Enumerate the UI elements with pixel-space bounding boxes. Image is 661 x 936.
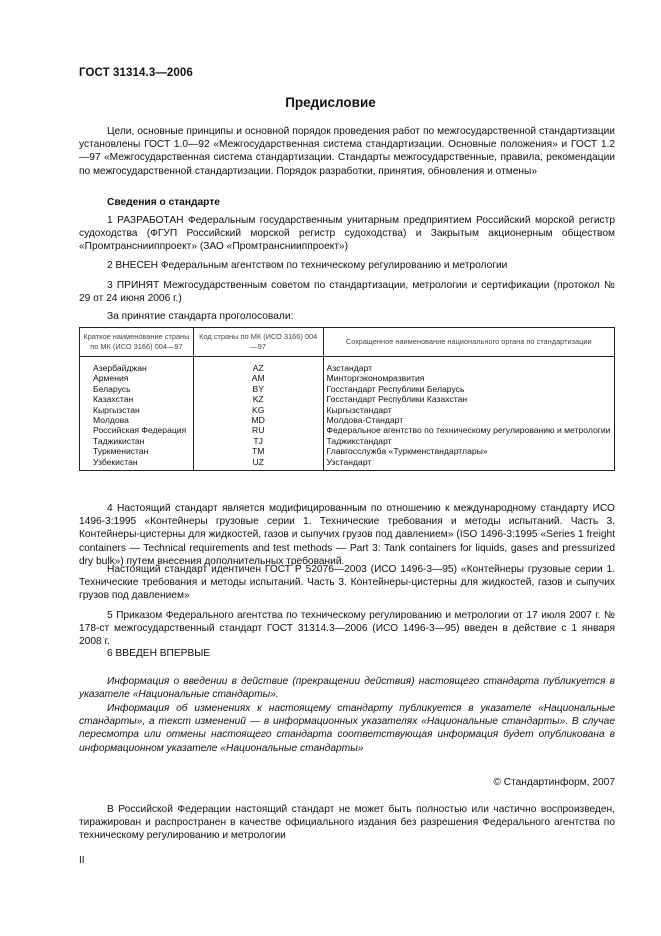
copyright-line: © Стандартинформ, 2007	[493, 777, 615, 788]
table-header-row	[80, 328, 615, 357]
standards-body-cell: Азстандарт	[323, 357, 614, 374]
notice-changes-info: Информация об изменениях к настоящему стандарту публикуется в указателе «Национальные стандарты», а текст изменений — в информационных указателях «Национальные стандарты». В случае пересмотра или отмены настоящего стандарта соответствующая информация будет опубликована в информационном указателе «Национальные стандарты»	[79, 703, 615, 754]
country-name-cell: Казахстан	[80, 394, 194, 404]
table-row	[80, 405, 615, 415]
country-code-cell: KZ	[193, 394, 323, 404]
vote-label: За принятие стандарта проголосовали:	[107, 311, 294, 322]
standards-body-cell: Таджикстандарт	[323, 436, 614, 446]
country-name-cell: Таджикистан	[80, 436, 194, 446]
country-code-cell: UZ	[193, 457, 323, 471]
page-number: II	[79, 855, 85, 866]
table-row	[80, 446, 615, 456]
country-name-cell: Молдова	[80, 415, 194, 425]
country-code-cell: KG	[193, 405, 323, 415]
country-name-cell: Азербайджан	[80, 357, 194, 374]
column-header-country: Краткое наименование страны по МК (ИСО 3166) 004—97	[80, 328, 194, 357]
standards-body-cell: Узстандарт	[323, 457, 614, 471]
standards-body-cell: Федеральное агентство по техническому регулированию и метрологии	[323, 425, 614, 435]
table-row	[80, 457, 615, 471]
page-title: Предисловие	[285, 95, 376, 110]
voting-countries-table	[79, 327, 615, 471]
country-code-cell: MD	[193, 415, 323, 425]
item-4-relation-to-iso: 4 Настоящий стандарт является модифицированным по отношению к международному стандарту ИСО 1496-3:1995 «Контейнеры грузовые серии 1. Технические требования и методы испытаний. Часть 3. Контейнеры-цистерны для жидкостей, газов и сыпучих грузов под давлением» (ISO 1496-3:1995 «Series 1 freight containers — Technical requirements and test methods — Part 3: Tank containers for liquids, gases and pressurized dry bulk») путем внесения дополнительных требований.	[79, 503, 615, 567]
table-row	[80, 425, 615, 435]
standards-body-cell: Госстандарт Республики Казахстан	[323, 394, 614, 404]
country-code-cell: AZ	[193, 357, 323, 374]
table-row	[80, 357, 615, 374]
standards-body-cell: Главгосслужба «Туркменстандартлары»	[323, 446, 614, 456]
column-header-code: Код страны по МК (ИСО 3166) 004—97	[193, 328, 323, 357]
standards-body-cell: Госстандарт Республики Беларусь	[323, 384, 614, 394]
country-name-cell: Туркменистан	[80, 446, 194, 456]
country-code-cell: TM	[193, 446, 323, 456]
country-code-cell: RU	[193, 425, 323, 435]
country-name-cell: Армения	[80, 373, 194, 383]
country-name-cell: Беларусь	[80, 384, 194, 394]
notice-enactment-info: Информация о введении в действие (прекращении действия) настоящего стандарта публикуется в указателе «Национальные стандарты».	[79, 676, 615, 701]
table-row	[80, 384, 615, 394]
country-code-cell: AM	[193, 373, 323, 383]
table-row	[80, 415, 615, 425]
item-4-identical-standard: Настоящий стандарт идентичен ГОСТ Р 52076—2003 (ИСО 1496-3—95) «Контейнеры грузовые серии 1. Технические требования и методы испытаний. Часть 3. Контейнеры-цистерны для жидкостей, газов и сыпучих грузов под давлением»	[79, 564, 615, 602]
standards-body-cell: Кыргызстандарт	[323, 405, 614, 415]
country-code-cell: TJ	[193, 436, 323, 446]
item-6-first-introduced: 6 ВВЕДЕН ВПЕРВЫЕ	[107, 648, 211, 659]
intro-paragraph: Цели, основные принципы и основной порядок проведения работ по межгосударственной стандартизации установлены ГОСТ 1.0—92 «Межгосударственная система стандартизации. Основные положения» и ГОСТ 1.2—97 «Межгосударственная система стандартизации. Стандарты межгосударственные, правила, рекомендации по межгосударственной стандартизации. Порядок разработки, принятия, обновления и отмены»	[79, 126, 615, 177]
country-name-cell: Российская Федерация	[80, 425, 194, 435]
country-code-cell: BY	[193, 384, 323, 394]
item-2-submitted: 2 ВНЕСЕН Федеральным агентством по техническому регулированию и метрологии	[107, 260, 508, 271]
item-5-enacted: 5 Приказом Федерального агентства по техническому регулированию и метрологии от 17 июля 2007 г. № 178-ст межгосударственный стандарт ГОСТ 31314.3—2006 (ИСО 1496-3—95) введен в действие с 1 января 2008 г.	[79, 610, 615, 648]
country-name-cell: Узбекистан	[80, 457, 194, 471]
country-name-cell: Кыргызстан	[80, 405, 194, 415]
section-heading: Сведения о стандарте	[107, 197, 220, 208]
table-row	[80, 394, 615, 404]
standards-body-cell: Минторгэкономразвития	[323, 373, 614, 383]
reproduction-rights-paragraph: В Российской Федерации настоящий стандарт не может быть полностью или частично воспроизведен, тиражирован и распространен в качестве официального издания без разрешения Федерального агентства по техническому регулированию и метрологии	[79, 804, 615, 842]
standards-body-cell: Молдова-Стандарт	[323, 415, 614, 425]
column-header-body: Сокращенное наименование национального органа по стандартизации	[323, 328, 614, 357]
document-code-header: ГОСТ 31314.3—2006	[79, 67, 193, 79]
table-row	[80, 436, 615, 446]
table-row	[80, 373, 615, 383]
item-3-adopted: 3 ПРИНЯТ Межгосударственным советом по стандартизации, метрологии и сертификации (протокол № 29 от 24 июня 2006 г.)	[79, 280, 615, 305]
item-1-developed: 1 РАЗРАБОТАН Федеральным государственным унитарным предприятием Российский морской регистр судоходства (ФГУП Российский морской регистр судоходства) и Закрытым акционерным обществом «Промтранснииппроект» (ЗАО «Промтранснииппроект»)	[79, 215, 615, 253]
